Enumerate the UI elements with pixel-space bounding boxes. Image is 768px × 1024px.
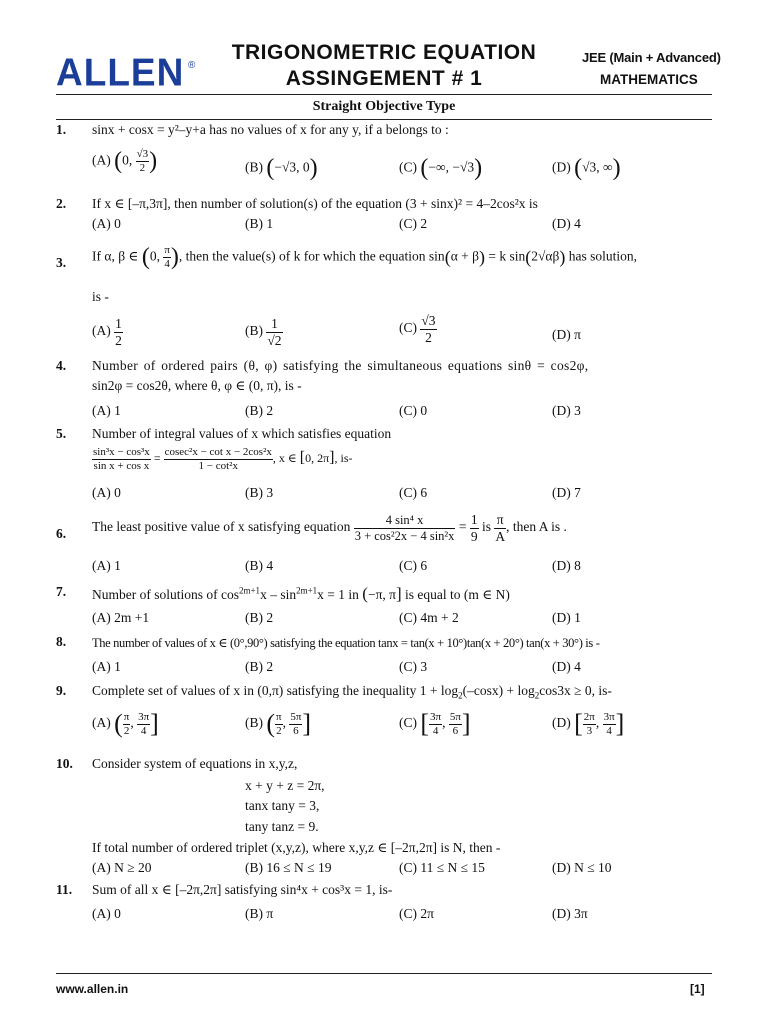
title-line-1: TRIGONOMETRIC EQUATION	[231, 41, 537, 64]
question-9-option-a: (A) ( $\frac{\pi}{2}$ , $\frac{3\pi}{4}$ ]	[92, 709, 159, 738]
question-7-text: Number of solutions of $\cos^{2m+1}x - \sin^{2m+1}x = 1$ in (−π, π] is equal to (m ∈ N)	[92, 584, 510, 603]
question-10-equation-2: tanx tany = 3,	[245, 798, 320, 813]
question-9-option-b: (B) ( $\frac{\pi}{2}$ , $\frac{5\pi}{6}$ ]	[245, 709, 312, 738]
question-3-text-cont: is -	[92, 289, 109, 304]
question-11-number: 11.	[56, 882, 73, 897]
question-11-option-b: (B) π	[245, 906, 274, 921]
question-2-option-d: (D) 4	[552, 216, 581, 231]
allen-logo: ALLEN	[56, 50, 185, 95]
question-8-option-a: (A) 1	[92, 659, 121, 674]
question-8-text: The number of values of x ∈ (0°,90°) satisfying the equation tanx = tan(x + 10°)tan(x + 20°) tan(x + 30°) is -	[92, 636, 600, 650]
question-3-number: 3.	[56, 255, 67, 270]
question-8-option-c: (C) 3	[399, 659, 428, 674]
question-9-number: 9.	[56, 683, 67, 698]
question-6-option-c: (C) 6	[399, 558, 428, 573]
question-2-number: 2.	[56, 196, 67, 211]
question-2-option-b: (B) 1	[245, 216, 274, 231]
question-11-option-d: (D) 3π	[552, 906, 588, 921]
question-5-option-c: (C) 6	[399, 485, 428, 500]
question-10-option-c: (C) 11 ≤ N ≤ 15	[399, 860, 485, 875]
question-4-option-b: (B) 2	[245, 403, 274, 418]
question-7-option-d: (D) 1	[552, 610, 581, 625]
question-10-option-a: (A) N ≥ 20	[92, 860, 152, 875]
question-5-number: 5.	[56, 426, 67, 441]
question-10-text: Consider system of equations in x,y,z,	[92, 756, 298, 771]
question-4-text-line2: sin2φ = cos2θ, where θ, φ ∈ (0, π), is -	[92, 378, 302, 393]
question-10-option-b: (B) 16 ≤ N ≤ 19	[245, 860, 332, 875]
question-10-equation-3: tany tanz = 9.	[245, 819, 319, 834]
question-5-equation: $\frac{\text{sin³x − cos³x}}{\text{sin x + cos x}}$ = $\frac{\text{cosec²x − cot x − 2cos²x}}{\text{1 − cot²x}}$ , x ∈ [0, 2π], is-	[93, 446, 353, 472]
question-7-option-b: (B) 2	[245, 610, 274, 625]
question-2-option-c: (C) 2	[399, 216, 428, 231]
question-1-text: sinx + cosx = y²–y+a has no values of x for any y, if a belongs to :	[92, 122, 449, 137]
question-3-option-d: (D) π	[552, 327, 581, 342]
question-10-option-d: (D) N ≤ 10	[552, 860, 612, 875]
question-3-option-a: (A) $\frac{1}{2}$	[92, 316, 122, 348]
question-3-text: If α, β ∈ (0, $\frac{\pi}{4}$ ), then the value(s) of k for which the equation sin(α + β) = k sin(2√αβ) has solution,	[92, 244, 637, 270]
question-5-option-d: (D) 7	[552, 485, 581, 500]
question-4-text-line1: Number of ordered pairs (θ, φ) satisfying the simultaneous equations sinθ = cos2φ,	[92, 358, 589, 373]
subject-label: MATHEMATICS	[600, 72, 698, 87]
question-9-option-d: (D) [ $\frac{2\pi}{3}$ , $\frac{3\pi}{4}$ ]	[552, 709, 625, 738]
question-11-option-c: (C) 2π	[399, 906, 434, 921]
question-2-option-a: (A) 0	[92, 216, 121, 231]
question-3-option-b: (B) $\frac{1}{√2}$	[245, 316, 282, 348]
question-10-equation-1: x + y + z = 2π,	[245, 778, 325, 793]
registered-mark: ®	[188, 60, 196, 71]
question-6-text: The least positive value of x satisfying equation $\frac{\text{4 sin⁴ x}}{\text{3 + cos²2x − 4 sin²x}}$ = $\frac{1}{9}$ is $\frac{\pi}{A}$ , then A is .	[92, 512, 567, 544]
question-3-option-c: (C) $\frac{√3}{2}$	[399, 313, 436, 345]
question-4-option-a: (A) 1	[92, 403, 121, 418]
assignment-title	[200, 40, 568, 92]
question-4-option-c: (C) 0	[399, 403, 428, 418]
header-divider	[56, 94, 712, 95]
title-line-2: ASSINGEMENT # 1	[285, 67, 483, 90]
section-divider	[56, 119, 712, 120]
question-5-option-a: (A) 0	[92, 485, 121, 500]
question-11-option-a: (A) 0	[92, 906, 121, 921]
page-number: [1]	[690, 982, 705, 996]
question-1-option-a: (A) (0, $\frac{√3}{2}$ )	[92, 148, 158, 174]
question-6-option-d: (D) 8	[552, 558, 581, 573]
question-1-number: 1.	[56, 122, 67, 137]
question-1-option-b: (B) (−√3, 0)	[245, 155, 318, 181]
question-8-option-b: (B) 2	[245, 659, 274, 674]
question-2-text: If x ∈ [–π,3π], then number of solution(s) of the equation (3 + sinx)² = 4–2cos²x is	[92, 196, 538, 211]
question-7-option-a: (A) 2m +1	[92, 610, 150, 625]
question-7-number: 7.	[56, 584, 67, 599]
question-9-text: Complete set of values of x in (0,π) satisfying the inequality $1 + \log_2(-\cos x) + \log_2\cos 3x \ge 0$, is-	[92, 683, 612, 701]
question-6-option-b: (B) 4	[245, 558, 274, 573]
footer-divider	[56, 973, 712, 974]
question-4-option-d: (D) 3	[552, 403, 581, 418]
footer-website-link[interactable]: www.allen.in	[56, 982, 129, 996]
question-8-number: 8.	[56, 634, 67, 649]
question-10-number: 10.	[56, 756, 73, 771]
exam-label: JEE (Main + Advanced)	[582, 50, 721, 65]
question-4-number: 4.	[56, 358, 67, 373]
question-1-option-d: (D) (√3, ∞)	[552, 155, 621, 181]
question-7-option-c: (C) 4m + 2	[399, 610, 459, 625]
question-5-text-line1: Number of integral values of x which satisfies equation	[92, 426, 392, 441]
question-9-option-c: (C) [ $\frac{3\pi}{4}$ , $\frac{5\pi}{6}$ ]	[399, 709, 471, 738]
question-10-text-after: If total number of ordered triplet (x,y,z), where x,y,z ∈ [–2π,2π] is N, then -	[92, 840, 501, 855]
question-6-number: 6.	[56, 526, 67, 541]
question-5-option-b: (B) 3	[245, 485, 274, 500]
section-heading: Straight Objective Type	[312, 99, 456, 114]
question-6-option-a: (A) 1	[92, 558, 121, 573]
question-1-option-c: (C) (−∞, −√3)	[399, 155, 483, 181]
question-8-option-d: (D) 4	[552, 659, 581, 674]
question-11-text: Sum of all x ∈ [–2π,2π] satisfying sin⁴x + cos³x = 1, is-	[92, 882, 393, 897]
